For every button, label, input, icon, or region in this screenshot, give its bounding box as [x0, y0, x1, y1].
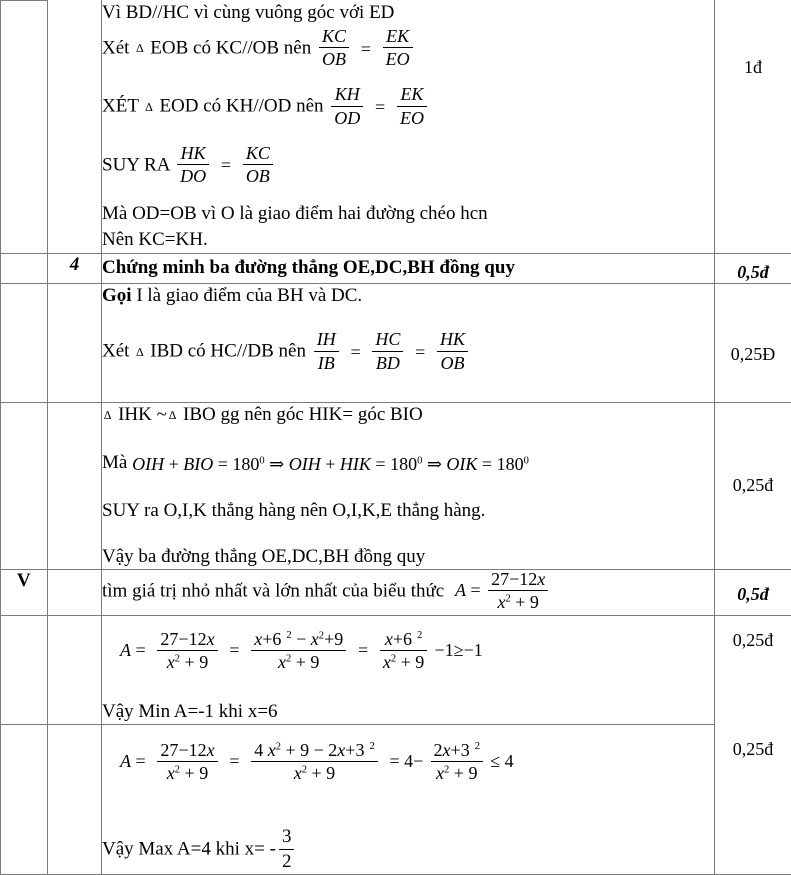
- fraction-denominator: EO: [383, 48, 413, 70]
- implies-arrow-icon: ⇒: [265, 454, 289, 474]
- points-cell-6: 0,25đ: [715, 615, 791, 724]
- fraction-ih-ib: [314, 329, 339, 373]
- xet-label: Xét: [102, 37, 129, 58]
- min-formula-math: A = $\frac{27-12x}{x^2 + 9}$ = $\frac{x+6 ^2 - x^2+9}{x^2 + 9}$ = $\frac{x+6 ^2}{x^2 + 9}$ −1≥−1: [120, 630, 483, 674]
- fraction-numerator: EK: [383, 26, 413, 49]
- equals-sign: =: [213, 454, 232, 474]
- content-cell-min-formula: [102, 615, 715, 724]
- variable-A: A: [120, 640, 131, 660]
- fraction-hc-bd: [372, 329, 403, 373]
- fraction-group-kh-od-ek-eo: [328, 85, 430, 129]
- equals-sign: =: [371, 96, 389, 119]
- ibd-text: IBD có HC//DB nên: [150, 341, 306, 362]
- fraction-denominator: DO: [177, 165, 209, 187]
- line-xet-eod: [102, 85, 714, 129]
- fraction-denominator: OB: [437, 352, 468, 374]
- fraction-numerator: HK: [437, 329, 468, 352]
- fraction-numerator: x+6 $^2 - x^2+9$: [251, 629, 346, 652]
- min-formula: [120, 630, 714, 674]
- points-cell-3: 0,25Đ: [715, 284, 791, 403]
- fraction-27-12x-over-x2-9: [157, 629, 217, 673]
- fraction-denominator: $x^2 + 9$: [431, 762, 483, 784]
- xet-label: Xét: [102, 341, 129, 362]
- v-heading-text: tìm giá trị nhỏ nhất và lớn nhất của biểu thức: [102, 580, 444, 601]
- equals-sign: =: [466, 580, 485, 600]
- fraction-denominator: $x^2 + 9$: [157, 651, 217, 673]
- fraction-denominator: $x^2 + 9$: [251, 651, 346, 673]
- degrees-180: 180: [390, 454, 417, 474]
- line-xet-ibd: [102, 330, 714, 374]
- number-cell: [48, 284, 102, 403]
- fraction-ek-eo: [383, 26, 413, 70]
- plus-sign: +: [321, 454, 340, 474]
- fraction-denominator: $x^2 + 9$: [380, 651, 427, 673]
- triangle-icon: ∆: [143, 100, 154, 114]
- fraction-numerator: KH: [331, 84, 363, 107]
- angle-oih: OIH: [132, 454, 164, 474]
- line-vay-ba-duong-thang: Vậy ba đường thẳng OE,DC,BH đồng quy: [102, 545, 714, 569]
- content-cell-similar-triangles: [102, 403, 715, 569]
- fraction-numerator: KC: [243, 143, 273, 166]
- expression-A-definition: [455, 570, 551, 614]
- points-cell-1: 1đ: [715, 1, 791, 254]
- fraction-denominator: BD: [372, 352, 403, 374]
- fraction-denominator: $x^2 + 9$: [157, 762, 217, 784]
- content-cell-heading-4: [102, 254, 715, 284]
- goi-bold-label: Gọi: [102, 285, 132, 306]
- triangle-icon: ∆: [167, 408, 178, 422]
- fraction-numerator: HK: [177, 143, 209, 166]
- tail-inequality: −1≥−1: [435, 640, 483, 660]
- fraction-expanded-numerator-max: [251, 740, 378, 784]
- roman-cell: [1, 254, 48, 284]
- points-cell-7: 0,25đ: [715, 724, 791, 874]
- fraction-kc-ob: [319, 26, 349, 70]
- points-cell-2: 0,5đ: [715, 254, 791, 284]
- fraction-group-kc-ob-ek-eo: [316, 27, 416, 71]
- equals-sign: =: [217, 154, 235, 177]
- equals-sign: =: [477, 454, 496, 474]
- roman-cell: [1, 284, 48, 403]
- content-cell-V-heading: [102, 569, 715, 615]
- line-bd-hc: Vì BD//HC vì cùng vuông góc với ED: [102, 1, 714, 25]
- angle-equation: [132, 453, 529, 476]
- fraction-A-expr: [488, 569, 548, 613]
- line-nen-kc-kh: Nên KC=KH.: [102, 228, 714, 252]
- angle-hik: HIK: [340, 454, 371, 474]
- table-row: [1, 284, 791, 403]
- line-vay-max: [102, 827, 714, 874]
- goi-rest-text: I là giao điểm của BH và DC.: [132, 285, 363, 306]
- equals-sign: =: [357, 38, 375, 61]
- table-row: [1, 569, 791, 615]
- roman-numeral-V: V: [1, 569, 48, 615]
- equals-sign: =: [411, 341, 429, 364]
- table-row: [1, 254, 791, 284]
- degrees-180: 180: [497, 454, 524, 474]
- fraction-x-plus-6-squared: [380, 629, 427, 673]
- degree-symbol: 0: [259, 455, 264, 466]
- fraction-numerator: 2x+3 $^2$: [431, 740, 483, 763]
- line-ma-od-ob: Mà OD=OB vì O là giao điểm hai đường chéo hcn: [102, 202, 714, 226]
- line-suy-ra-thang-hang: SUY ra O,I,K thẳng hàng nên O,I,K,E thẳng hàng.: [102, 499, 714, 523]
- line-goi-i: [102, 284, 714, 308]
- angle-oih: OIH: [289, 454, 321, 474]
- points-cell-5: 0,5đ: [715, 569, 791, 615]
- fraction-3-over-2: [279, 826, 295, 873]
- eod-text: EOD có KH//OD nên: [159, 96, 323, 117]
- fraction-denominator: OB: [319, 48, 349, 70]
- triangle-icon: ∆: [102, 408, 113, 422]
- triangle-icon: ∆: [134, 345, 145, 359]
- line-xet-eob: [102, 27, 714, 71]
- implies-arrow-icon: ⇒: [422, 454, 446, 474]
- fraction-27-12x-over-x2-9: [157, 740, 217, 784]
- fraction-denominator: EO: [397, 107, 427, 129]
- variable-A: A: [120, 751, 131, 771]
- fraction-denominator: IB: [314, 352, 339, 374]
- line-suy-ra: [102, 144, 714, 188]
- content-cell-goi-i: [102, 284, 715, 403]
- content-cell-proof-kc-kh: [102, 1, 715, 254]
- max-formula-math: A = $\frac{27-12x}{x^2 + 9}$ = $\frac{4 x^2 + 9 - 2x+3 ^2}{x^2 + 9}$ = 4− $\frac{2x+3 ^2}{x^2 + 9}$ ≤ 4: [120, 741, 514, 785]
- fraction-numerator: IH: [314, 329, 339, 352]
- tail-inequality: ≤ 4: [490, 751, 513, 771]
- table-row: [1, 615, 791, 724]
- fraction-2x-plus-3-squared: [431, 740, 483, 784]
- variable-A: A: [455, 580, 466, 600]
- equals-sign: =: [371, 454, 390, 474]
- degrees-180: 180: [232, 454, 259, 474]
- fraction-numerator: 4 $x^2 + 9 - 2x+3$ $^2$: [251, 740, 378, 763]
- fraction-group-hk-do-kc-ob: [174, 144, 276, 188]
- fraction-denominator: OD: [331, 107, 363, 129]
- heading-question-4: Chứng minh ba đường thẳng OE,DC,BH đồng quy: [102, 254, 714, 280]
- plus-sign: +: [164, 454, 183, 474]
- fraction-kh-od: [331, 84, 363, 128]
- roman-cell: [1, 403, 48, 569]
- fraction-numerator: x+6 $^2$: [380, 629, 427, 652]
- fraction-denominator: OB: [243, 165, 273, 187]
- ma-label: Mà: [102, 452, 127, 473]
- fraction-hk-do: [177, 143, 209, 187]
- fraction-denominator: 2: [279, 850, 295, 873]
- fraction-expanded-numerator: [251, 629, 346, 673]
- xet-caps-label: XÉT: [102, 96, 139, 117]
- fraction-group-ih-ib-hc-bd-hk-ob: [311, 330, 471, 374]
- fraction-numerator: 27−12x: [488, 569, 548, 592]
- roman-cell: [1, 615, 48, 724]
- vay-max-text: Vậy Max A=4 khi x= -: [102, 839, 276, 860]
- fraction-denominator: $x^2 + 9$: [251, 762, 378, 784]
- points-cell-4: 0,25đ: [715, 403, 791, 569]
- eob-text: EOB có KC//OB nên: [150, 37, 311, 58]
- degree-symbol: 0: [524, 455, 529, 466]
- question-number-4: 4: [48, 254, 102, 284]
- number-cell: [48, 403, 102, 569]
- triangle-icon: ∆: [134, 41, 145, 55]
- ihk-text-a: IHK ~: [118, 404, 167, 425]
- table-row: [1, 1, 791, 254]
- fraction-hk-ob: [437, 329, 468, 373]
- fraction-numerator: 27−12x: [157, 629, 217, 652]
- fraction-numerator: HC: [372, 329, 403, 352]
- degree-symbol: 0: [417, 455, 422, 466]
- fraction-numerator: KC: [319, 26, 349, 49]
- angle-bio: BIO: [183, 454, 213, 474]
- number-cell: [48, 615, 102, 724]
- fraction-ek-eo: [397, 84, 427, 128]
- line-v-heading: [102, 570, 714, 614]
- max-formula: [120, 741, 714, 785]
- ihk-text-b: IBO gg nên góc HIK= góc BIO: [183, 404, 423, 425]
- suy-ra-label: SUY RA: [102, 154, 169, 175]
- angle-oik: OIK: [446, 454, 477, 474]
- table-row: [1, 403, 791, 569]
- line-ihk-ibo: [102, 403, 714, 427]
- fraction-numerator: 3: [279, 826, 295, 850]
- fraction-numerator: EK: [397, 84, 427, 107]
- line-ma-angles: [102, 451, 714, 475]
- fraction-denominator: $x^2 + 9$: [488, 591, 548, 613]
- number-cell: [48, 1, 102, 254]
- fraction-numerator: 27−12x: [157, 740, 217, 763]
- equals-sign: =: [346, 341, 364, 364]
- line-vay-min: Vậy Min A=-1 khi x=6: [102, 700, 714, 724]
- roman-cell: [1, 1, 48, 254]
- number-cell: [48, 569, 102, 615]
- fraction-kc-ob: [243, 143, 273, 187]
